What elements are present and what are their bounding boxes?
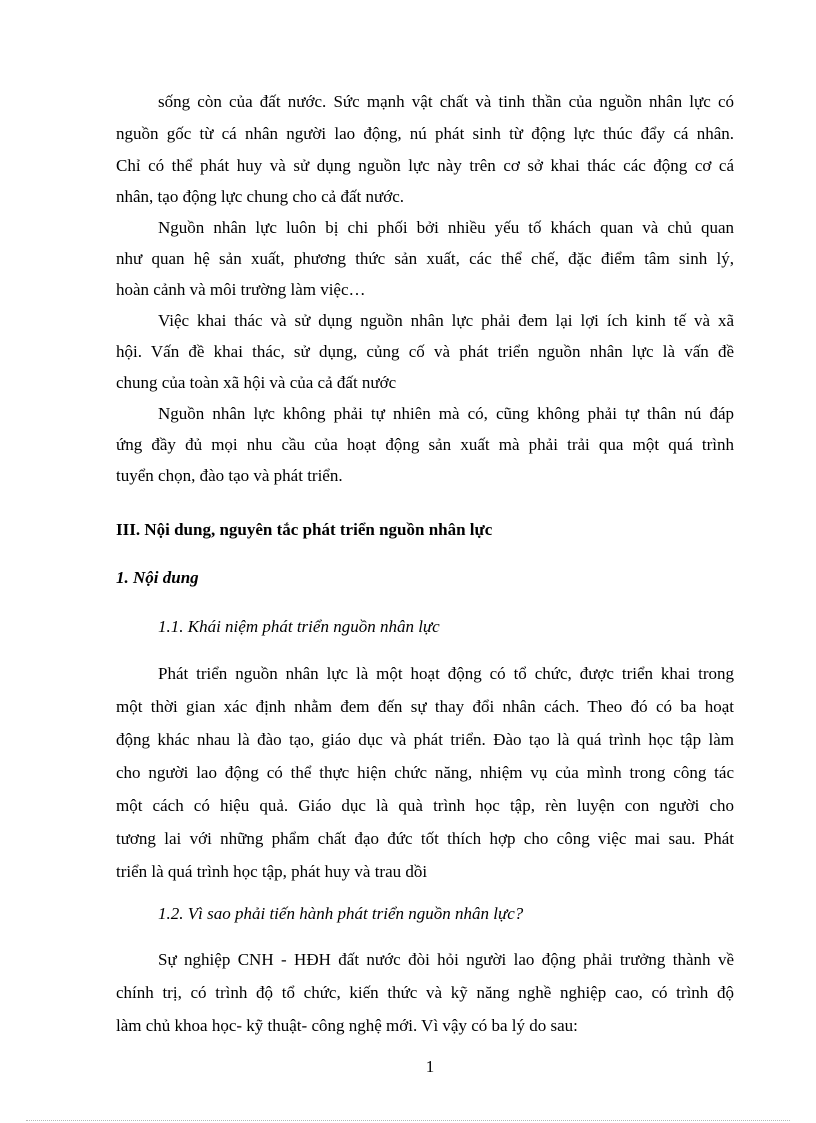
paragraph-line: Nguồn nhân lực không phải tự nhiên mà có, cũng không phải tự thân nú đáp [158,404,734,423]
paragraph-line: như quan hệ sản xuất, phương thức sản xuất, các thể chế, đặc điểm tâm sinh lý, [116,249,734,268]
paragraph-line: nguồn gốc từ cá nhân người lao động, nú phát sinh từ động lực thúc đẩy cá nhân. [116,124,734,143]
paragraph-line: một cách có hiệu quả. Giáo dục là quà trình học tập, rèn luyện con người cho [116,796,734,815]
subsubsection-heading: 1.2. Vì sao phải tiến hành phát triển nguồn nhân lực? [158,904,524,923]
paragraph-line: ứng đầy đủ mọi nhu cầu của hoạt động sản xuất mà phải trải qua một quá trình [116,435,734,454]
paragraph-line: động khác nhau là đào tạo, giáo dục và phát triển. Đào tạo là quá trình học tập làm [116,730,734,749]
paragraph-line: một thời gian xác định nhằm đem đến sự thay đổi nhân cách. Theo đó có ba hoạt [116,697,734,716]
paragraph-line: chung của toàn xã hội và của cả đất nước [116,373,397,392]
paragraph-line: Nguồn nhân lực luôn bị chi phối bởi nhiều yếu tố khách quan và chủ quan [158,218,734,237]
paragraph-line: sống còn của đất nước. Sức mạnh vật chất và tinh thần của nguồn nhân lực có [158,92,734,111]
page-number: 1 [425,1057,435,1076]
paragraph-line: tuyển chọn, đào tạo và phát triển. [116,466,343,485]
paragraph-line: tương lai với những phẩm chất đạo đức tốt thích hợp cho công việc mai sau. Phát [116,829,734,848]
paragraph-line: Phát triển nguồn nhân lực là một hoạt động có tổ chức, được triển khai trong [158,664,734,683]
subsubsection-heading: 1.1. Khái niệm phát triển nguồn nhân lực [158,617,440,636]
paragraph-line: hoàn cảnh và môi trường làm việc… [116,280,366,299]
paragraph-line: nhân, tạo động lực chung cho cả đất nước. [116,187,404,206]
paragraph-line: triển là quá trình học tập, phát huy và trau dồi [116,862,428,881]
section-heading: III. Nội dung, nguyên tắc phát triển nguồn nhân lực [116,520,493,539]
paragraph-line: Sự nghiệp CNH - HĐH đất nước đòi hỏi người lao động phải trưởng thành về [158,950,734,969]
subsection-heading: 1. Nội dung [116,568,199,587]
paragraph-line: hội. Vấn đề khai thác, sử dụng, củng cố và phát triển nguồn nhân lực là vấn đề [116,342,734,361]
paragraph-line: cho người lao động có thể thực hiện chức năng, nhiệm vụ của mình trong công tác [116,763,734,782]
paragraph-line: làm chủ khoa học- kỹ thuật- công nghệ mới. Vì vậy có ba lý do sau: [116,1016,578,1035]
paragraph-line: Chỉ có thể phát huy và sử dụng nguồn lực này trên cơ sở khai thác các động cơ cá [116,156,734,175]
paragraph-line: Việc khai thác và sử dụng nguồn nhân lực phải đem lại lợi ích kinh tế và xã [158,311,734,330]
paragraph-line: chính trị, có trình độ tổ chức, kiến thức và kỹ năng nghề nghiệp cao, có trình độ [116,983,734,1002]
page-boundary-divider [26,1120,790,1121]
